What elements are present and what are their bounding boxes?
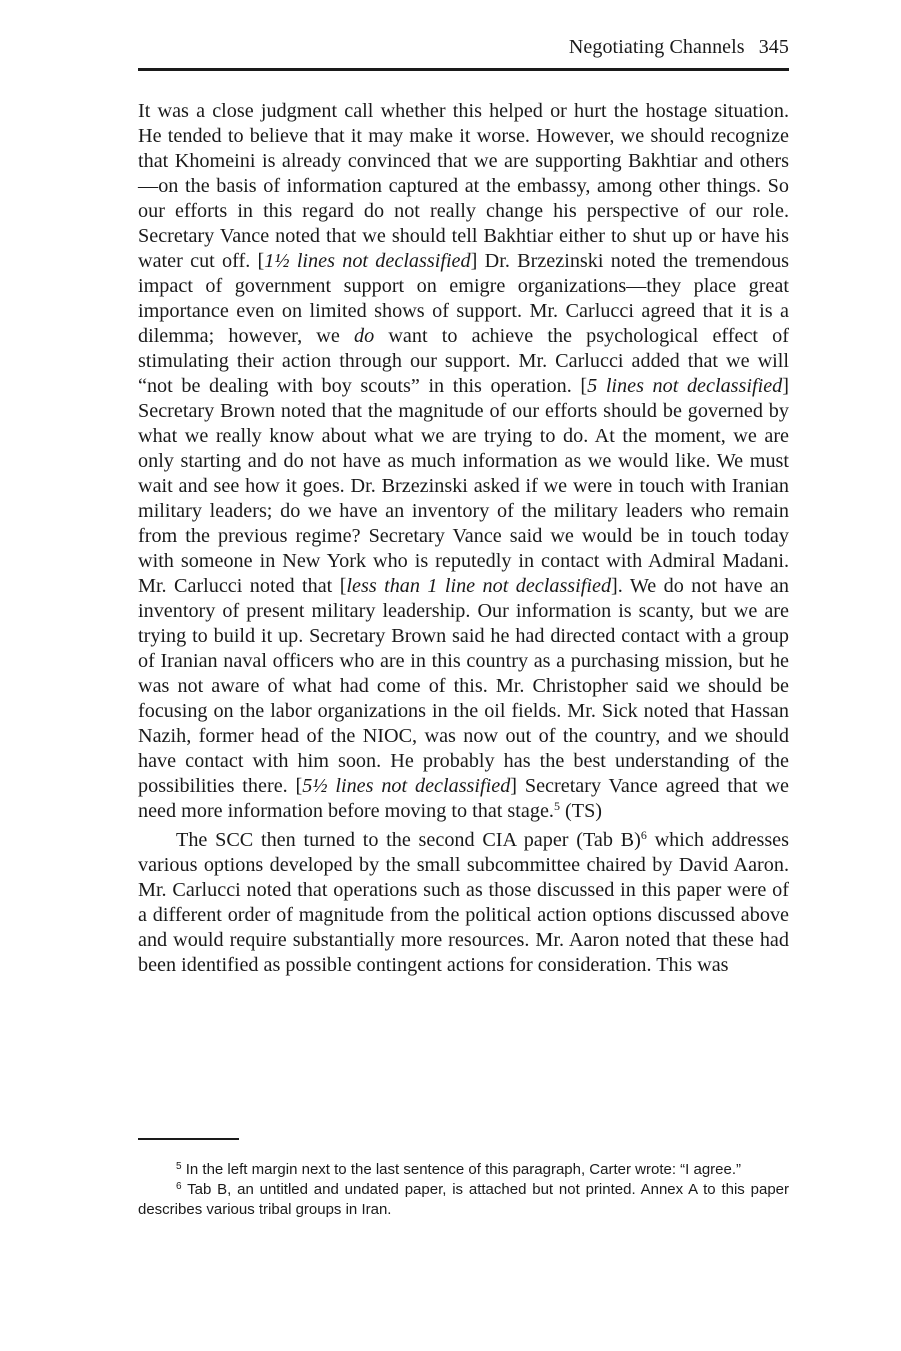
text-segment: The SCC then turned to the second CIA paper (Tab B) <box>176 829 641 851</box>
body-text <box>138 99 789 982</box>
redaction-note: 5 lines not declassified <box>587 375 783 397</box>
text-segment: want to achieve the psychological effect of stimulating their action through our support. Mr. Carlucci added that we will “not be dealing with boy scouts” in this operation. [ <box>138 325 789 397</box>
text-segment: ] Secretary Vance agreed that we need more information before moving to that stage. <box>138 775 790 822</box>
footnote-marker: 5 <box>176 1161 182 1172</box>
page-number: 345 <box>758 36 789 58</box>
text-segment: (TS) <box>559 800 603 822</box>
paragraph-2 <box>138 828 789 978</box>
footnote-text: In the left margin next to the last sentence of this paragraph, Carter wrote: “I agree.” <box>181 1161 742 1178</box>
redaction-note: less than 1 line not declassified <box>346 575 612 597</box>
text-segment: It was a close judgment call whether this helped or hurt the hostage situation. He tended to believe that it may make it worse. However, we should recognize that Khomeini is already convinced that we are supporting Bakhtiar and others—on the basis of information captured at the embassy, among other things. So our efforts in this regard do not really change his perspective of our role. Secretary Vance noted that we should tell Bakhtiar either to shut up or have his water cut off. [ <box>138 100 789 272</box>
emphasis: do <box>353 325 375 347</box>
text-segment: ] Secretary Brown noted that the magnitude of our efforts should be governed by what we really know about what we are trying to do. At the moment, we are only starting and do not have as much information as we would like. We must wait and see how it goes. Dr. Brzezinski asked if we were in touch with Iranian military leaders; do we have an inventory of the military leaders who remain from the previous regime? Secretary Vance said we would be in touch today with someone in New York who is reputedly in contact with Admiral Madani. Mr. Carlucci noted that [ <box>138 375 789 597</box>
footnotes <box>138 1160 789 1220</box>
running-head <box>569 36 789 59</box>
footnote-reference: 5 <box>553 799 560 813</box>
footnote-text: Tab B, an untitled and undated paper, is attached but not printed. Annex A to this paper describes various tribal groups in Iran. <box>138 1181 789 1218</box>
header-rule <box>138 68 789 71</box>
redaction-note: 1½ lines not declassified <box>264 250 471 272</box>
text-segment: ]. We do not have an inventory of present military leadership. Our information is scanty, but we are trying to build it up. Secretary Brown said he had directed contact with a group of Iranian naval officers who are in this country as a purchasing mission, but he was not aware of what had come of this. Mr. Christopher said we should be focusing on the labor organizations in the oil fields. Mr. Sick noted that Hassan Nazih, former head of the NIOC, was now out of the country, and we should have contact with him soon. He probably has the best understanding of the possibilities there. [ <box>138 575 789 797</box>
paragraph-1 <box>138 99 789 824</box>
footnote-5 <box>138 1160 789 1180</box>
text-segment: ] Dr. Brzezinski noted the tremendous impact of government support on emigre organizations—they place great importance even on limited shows of support. Mr. Carlucci agreed that it is a dilemma; however, we <box>138 250 790 347</box>
footnote-marker: 6 <box>176 1181 182 1192</box>
footnote-rule <box>138 1138 239 1140</box>
chapter-title: Negotiating Channels <box>568 36 745 58</box>
footnote-6 <box>138 1180 789 1220</box>
footnote-reference: 6 <box>640 828 647 842</box>
text-segment: which addresses various options developed by the small subcommittee chaired by David Aaron. Mr. Carlucci noted that operations such as those discussed in this paper were of a different order of magnitude from the political action options discussed above and would require substantially more resources. Mr. Aaron noted that these had been identified as possible contingent actions for consideration. This was <box>138 829 789 976</box>
redaction-note: 5½ lines not declassified <box>302 775 511 797</box>
